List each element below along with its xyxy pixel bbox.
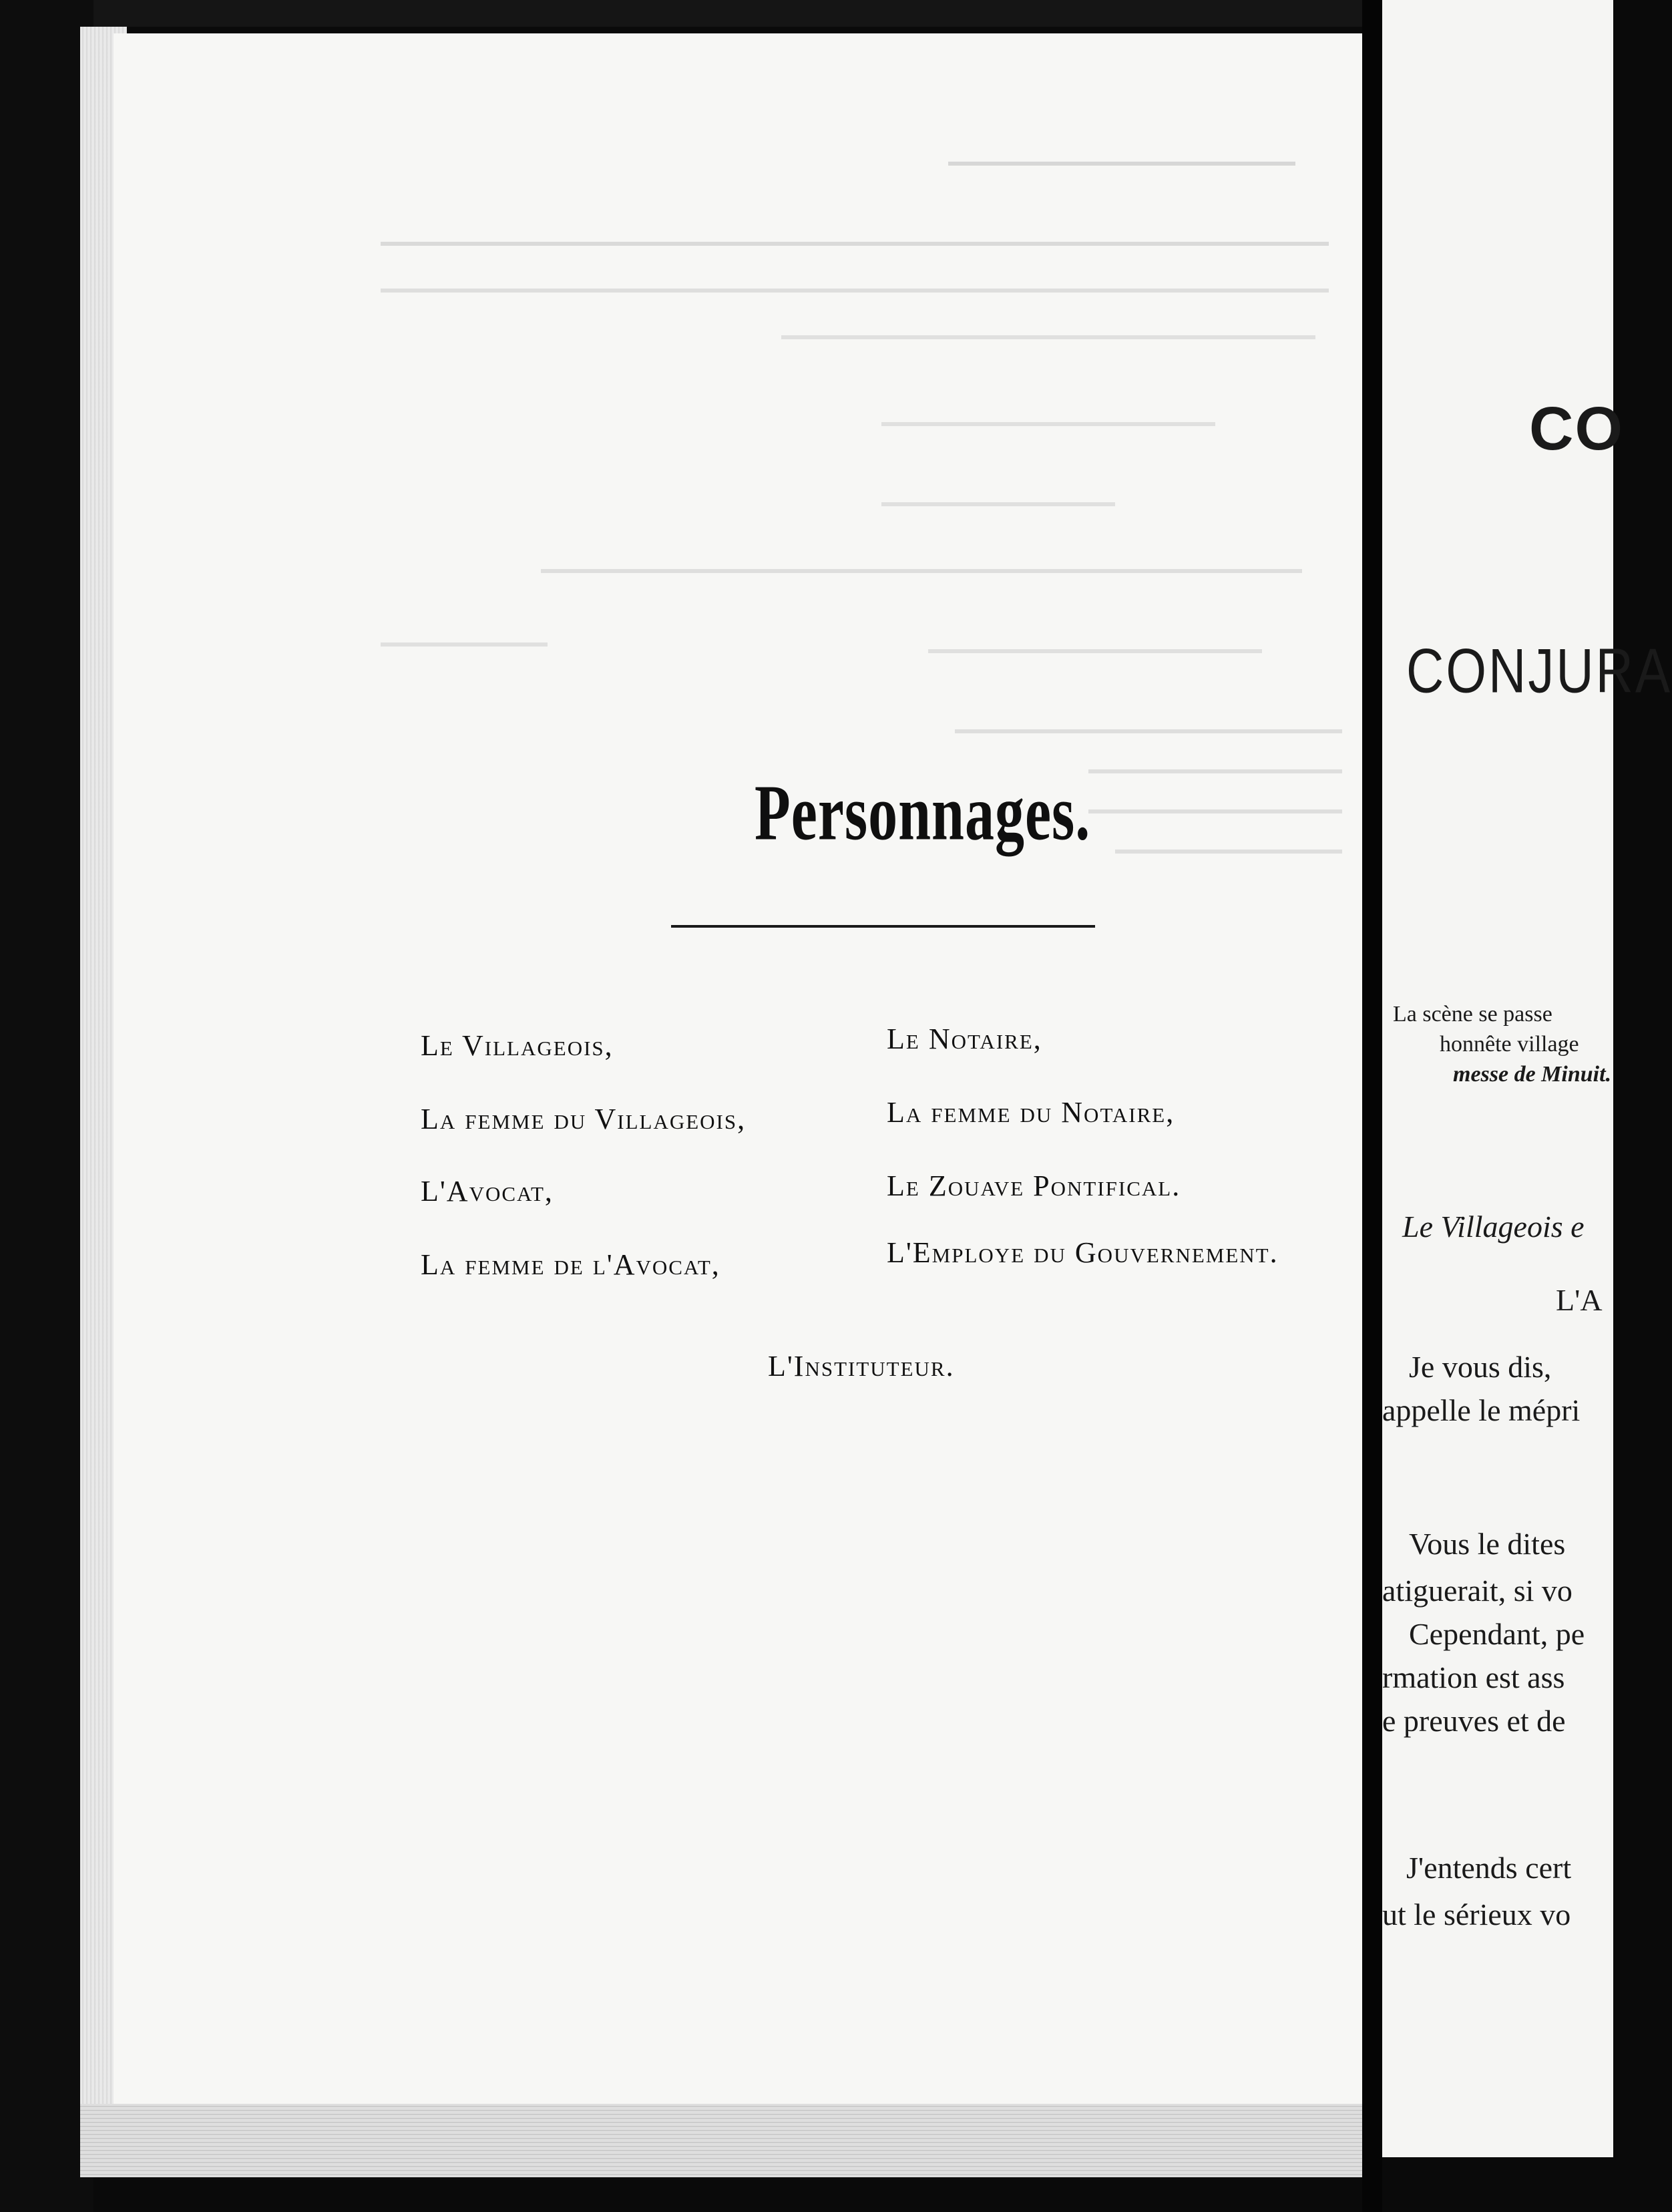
- body-line: e preuves et de: [1382, 1704, 1566, 1738]
- speaker-line: Le Villageois e: [1402, 1210, 1585, 1244]
- bleed-through-line: [1088, 761, 1342, 781]
- bleed-through-line: [381, 234, 1329, 254]
- scan-left-edge: [0, 0, 93, 2212]
- body-line: appelle le mépri: [1382, 1393, 1581, 1427]
- speaker-name: L'A: [1556, 1283, 1603, 1317]
- character-zouave: Le Zouave Pontifical.: [887, 1169, 1181, 1202]
- character-villageois: Le Villageois,: [421, 1029, 614, 1062]
- stage-direction: La scène se passe: [1393, 1002, 1552, 1027]
- body-line: J'entends cert: [1406, 1851, 1572, 1885]
- character-femme-notaire: La femme du Notaire,: [887, 1096, 1175, 1129]
- character-employe: L'Employe du Gouvernement.: [887, 1236, 1279, 1269]
- right-page-heading: CO: [1529, 395, 1624, 463]
- right-page: [1382, 0, 1672, 2157]
- body-line: ut le sérieux vo: [1382, 1897, 1571, 1931]
- title-rule: [671, 925, 1095, 928]
- stage-direction: honnête village: [1440, 1032, 1579, 1057]
- bleed-through-line: [948, 154, 1295, 174]
- page-title: Personnages.: [755, 769, 1091, 858]
- book-gutter: [1362, 0, 1382, 2212]
- character-avocat: L'Avocat,: [421, 1175, 554, 1208]
- bleed-through-line: [541, 561, 1302, 581]
- character-instituteur: L'Instituteur.: [768, 1350, 955, 1382]
- body-line: Vous le dites: [1409, 1527, 1566, 1561]
- bleed-through-line: [1115, 842, 1342, 862]
- body-line: Cependant, pe: [1409, 1617, 1585, 1651]
- character-notaire: Le Notaire,: [887, 1023, 1042, 1055]
- character-femme-avocat: La femme de l'Avocat,: [421, 1248, 720, 1281]
- bleed-through-line: [1088, 801, 1342, 821]
- right-page-subheading: CONJURA: [1406, 635, 1672, 706]
- body-line: atiguerait, si vo: [1382, 1574, 1573, 1608]
- character-femme-villageois: La femme du Villageois,: [421, 1103, 747, 1135]
- book-page-bottom-edges: [80, 2104, 1362, 2177]
- left-page: [114, 33, 1369, 2117]
- bleed-through-line: [781, 327, 1315, 347]
- bleed-through-line: [928, 641, 1262, 661]
- bleed-through-line: [381, 634, 548, 655]
- body-line: rmation est ass: [1382, 1660, 1565, 1694]
- body-line: Je vous dis,: [1409, 1350, 1552, 1384]
- bleed-through-line: [881, 414, 1215, 434]
- bleed-through-line: [381, 281, 1329, 301]
- bleed-through-line: [955, 721, 1342, 741]
- bleed-through-line: [881, 494, 1115, 514]
- stage-direction: messe de Minuit.: [1453, 1062, 1612, 1087]
